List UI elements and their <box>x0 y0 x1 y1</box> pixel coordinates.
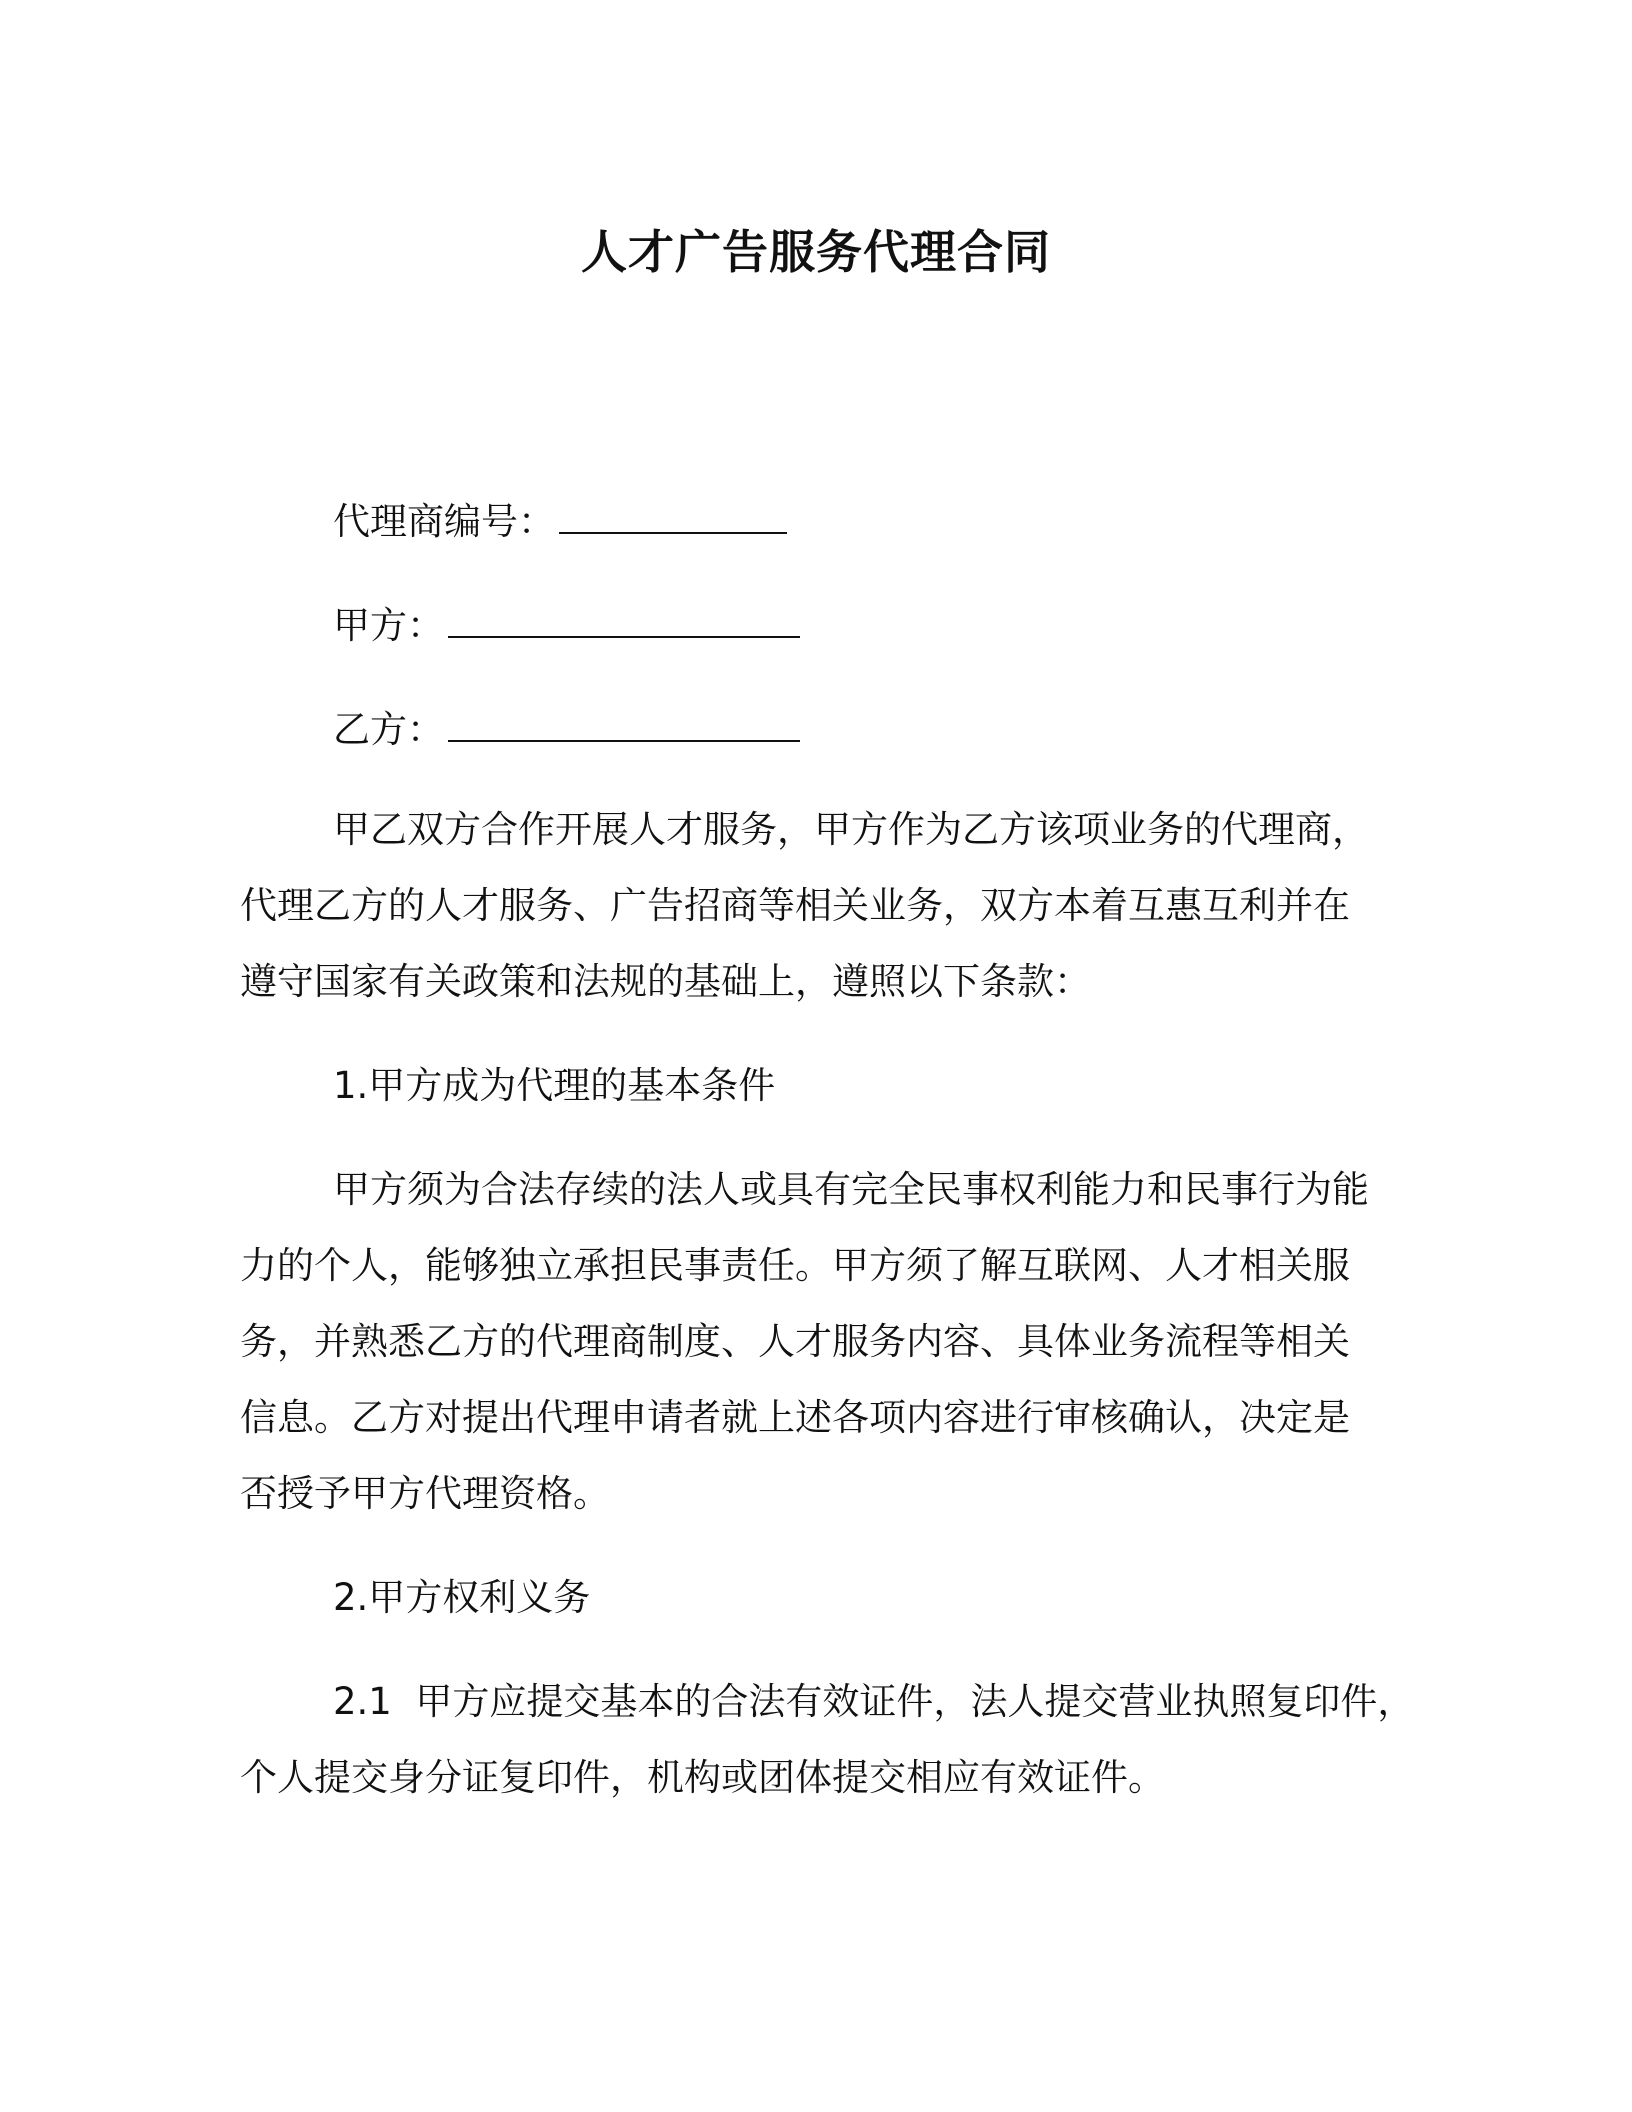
intro-line-2: 代理乙方的人才服务、广告招商等相关业务，双方本着互惠互利并在 <box>240 884 1350 927</box>
clause-2-1-text: 甲方应提交基本的合法有效证件，法人提交营业执照复印件， <box>415 1680 1415 1723</box>
party-b-field <box>333 704 800 756</box>
party-a-blank <box>448 624 800 638</box>
document-title: 人才广告服务代理合同 <box>581 225 1051 279</box>
party-b-blank <box>448 728 800 742</box>
party-a-label: 甲方： <box>333 604 444 647</box>
section-1-heading: 1.甲方成为代理的基本条件 <box>333 1064 776 1107</box>
section-1-line-5: 否授予甲方代理资格。 <box>240 1472 610 1515</box>
section-2-heading: 2.甲方权利义务 <box>333 1576 591 1619</box>
clause-2-1-line-1 <box>333 1676 1414 1728</box>
section-1-line-4: 信息。乙方对提出代理申请者就上述各项内容进行审核确认，决定是 <box>240 1396 1350 1439</box>
party-b-label: 乙方： <box>333 708 444 751</box>
clause-2-1-line-2: 个人提交身分证复印件，机构或团体提交相应有效证件。 <box>240 1756 1165 1799</box>
section-1-line-3: 务，并熟悉乙方的代理商制度、人才服务内容、具体业务流程等相关 <box>240 1320 1350 1363</box>
agent-number-blank <box>559 520 787 534</box>
clause-2-1-number: 2.1 <box>333 1680 392 1723</box>
agent-number-label: 代理商编号： <box>333 500 555 543</box>
intro-line-3: 遵守国家有关政策和法规的基础上，遵照以下条款： <box>240 960 1091 1003</box>
intro-line-1: 甲乙双方合作开展人才服务，甲方作为乙方该项业务的代理商， <box>333 808 1369 851</box>
section-1-line-2: 力的个人，能够独立承担民事责任。甲方须了解互联网、人才相关服 <box>240 1244 1350 1287</box>
agent-number-field <box>333 496 787 548</box>
section-1-line-1: 甲方须为合法存续的法人或具有完全民事权利能力和民事行为能 <box>333 1168 1369 1211</box>
party-a-field <box>333 600 800 652</box>
